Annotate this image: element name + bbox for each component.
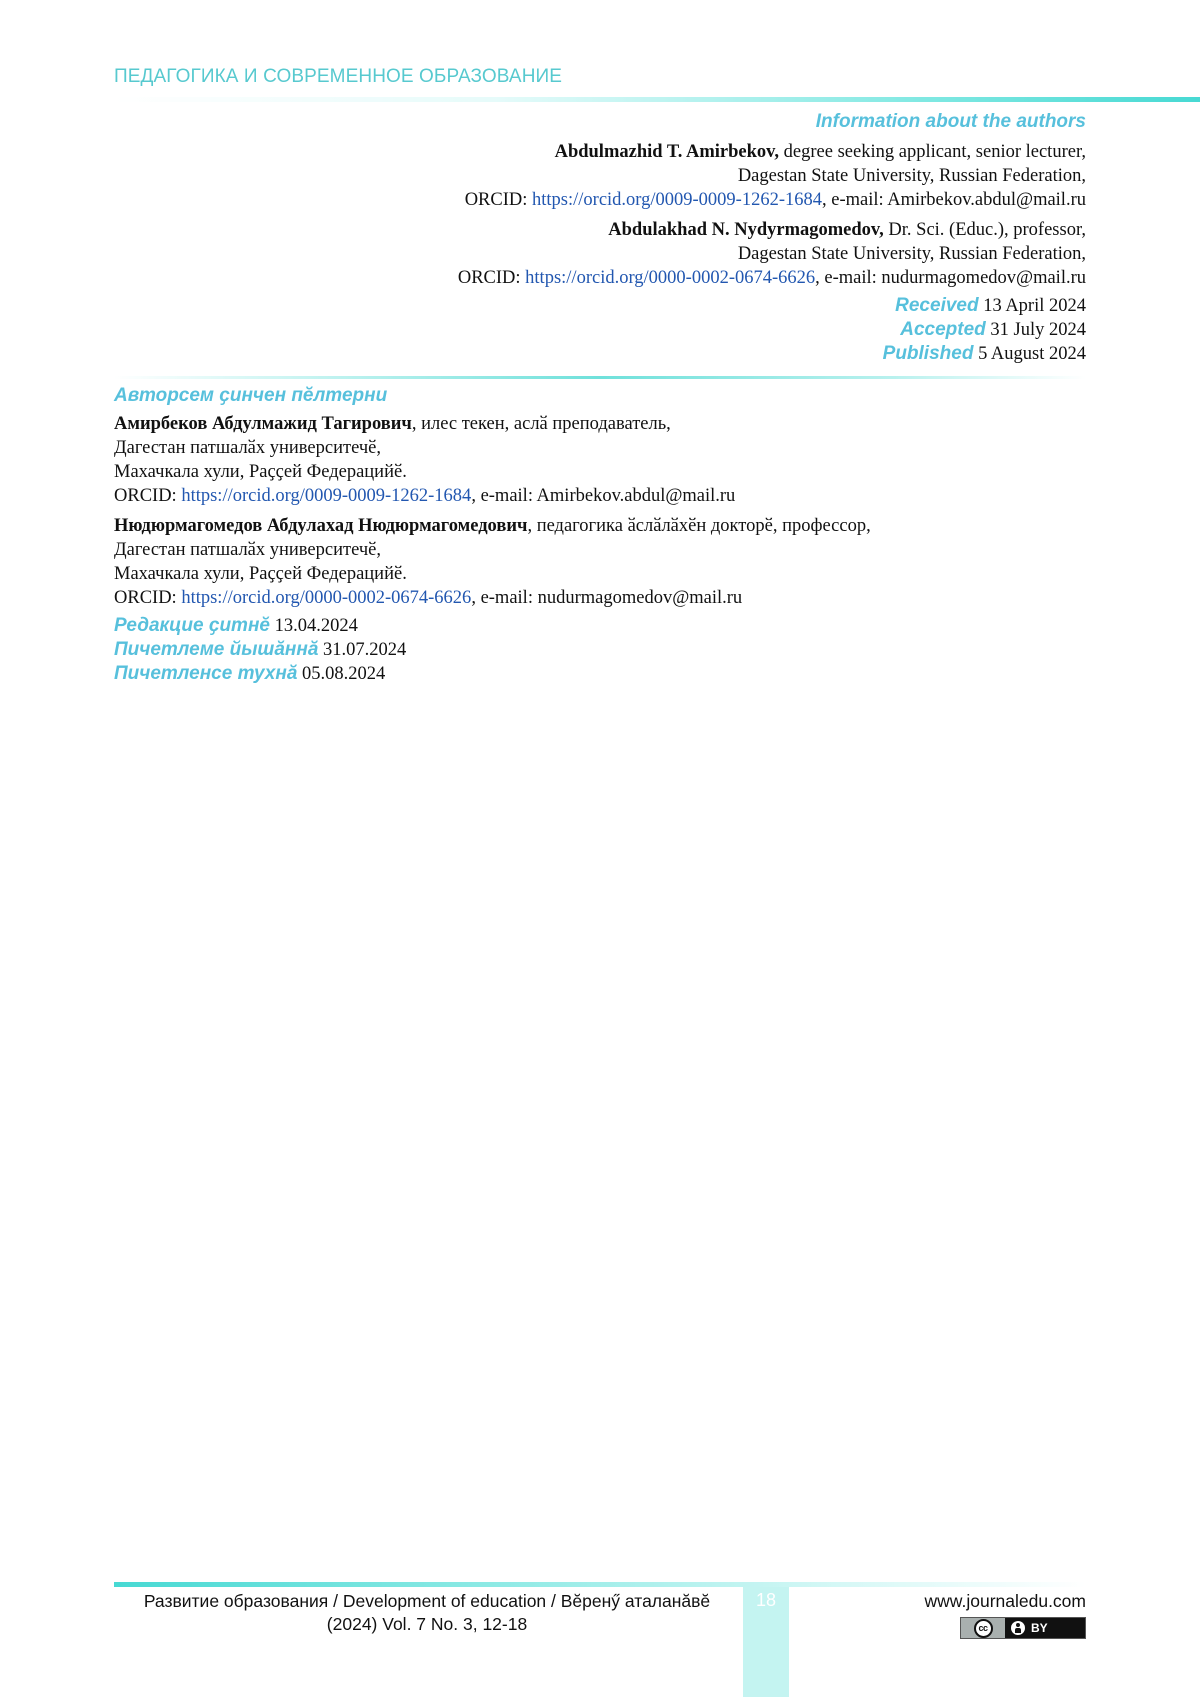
author-position: , педагогика ӑслӑлӑхӗн докторӗ, профессор, [527, 516, 871, 536]
orcid-link[interactable]: https://orcid.org/0000-0002-0674-6626 [181, 588, 472, 608]
date-received [114, 614, 1094, 638]
author-entry-1-english [326, 140, 1086, 212]
author-entry-2-chuvash [114, 514, 1094, 610]
cc-circle-icon: cc [974, 1619, 993, 1638]
date-value: 31.07.2024 [318, 640, 407, 660]
author-entry-1-chuvash [114, 412, 1094, 508]
orcid-label: ORCID: [464, 190, 533, 210]
publication-dates-chuvash [114, 614, 1094, 686]
author-name: Нюдюрмагомедов Абдулахад Нюдюрмагомедович [114, 516, 528, 536]
author-city: Махачкала хули, Раҫҫей Федерацийӗ. [114, 564, 407, 584]
orcid-label: ORCID: [114, 588, 182, 608]
authors-info-chuvash [114, 384, 1094, 686]
author-position: Dr. Sci. (Educ.), professor, [883, 220, 1086, 240]
orcid-link[interactable]: https://orcid.org/0009-0009-1262-1684 [181, 486, 472, 506]
orcid-label: ORCID: [457, 268, 526, 288]
author-email: , e-mail: Amirbekov.abdul@mail.ru [471, 486, 736, 506]
footer-website: www.journaledu.com [924, 1591, 1086, 1611]
author-affiliation: Дагестан патшалӑх университечӗ, [114, 438, 381, 458]
page-number-tab [743, 1587, 789, 1697]
date-value: 31 July 2024 [985, 320, 1086, 340]
license-by-label: BY [1031, 1621, 1048, 1635]
date-label: Accepted [900, 319, 986, 340]
date-label: Редакцие ҫитнӗ [114, 615, 270, 636]
cc-by-license-icon [960, 1617, 1086, 1639]
author-email: , e-mail: nudurmagomedov@mail.ru [815, 268, 1086, 288]
date-label: Пичетленсе тухнӑ [114, 663, 298, 684]
footer-citation-line-2: (2024) Vol. 7 No. 3, 12-18 [326, 1614, 528, 1634]
author-entry-2-english [326, 218, 1086, 290]
date-value: 13 April 2024 [978, 296, 1086, 316]
date-published [326, 342, 1086, 366]
date-value: 5 August 2024 [973, 344, 1086, 364]
footer-citation-line-1: Развитие образования / Development of education / Вӗренӳ аталанӑвӗ [143, 1591, 711, 1611]
author-name: Abdulakhad N. Nydyrmagomedov, [608, 220, 884, 240]
date-label: Пичетлеме йышӑннӑ [114, 639, 319, 660]
orcid-label: ORCID: [114, 486, 182, 506]
date-received [326, 294, 1086, 318]
cc-logo-icon [961, 1618, 1005, 1638]
page-number: 18 [755, 1590, 777, 1610]
date-value: 05.08.2024 [297, 664, 386, 684]
author-name: Амирбеков Абдулмажид Тагирович [114, 414, 412, 434]
header-rule [114, 97, 1200, 102]
orcid-link[interactable]: https://orcid.org/0000-0002-0674-6626 [525, 268, 816, 288]
attribution-person-icon [1011, 1621, 1025, 1635]
author-email: , e-mail: nudurmagomedov@mail.ru [471, 588, 743, 608]
author-name: Abdulmazhid T. Amirbekov, [554, 142, 780, 162]
section-divider [114, 376, 1086, 379]
date-label: Received [895, 295, 979, 316]
date-published [114, 662, 1094, 686]
author-position: , илес текен, аслӑ преподаватель, [411, 414, 671, 434]
date-accepted [326, 318, 1086, 342]
authors-info-english [326, 110, 1086, 366]
date-accepted [114, 638, 1094, 662]
date-label: Published [882, 343, 974, 364]
author-city: Махачкала хули, Раҫҫей Федерацийӗ. [114, 462, 407, 482]
journal-header-title: ПЕДАГОГИКА И СОВРЕМЕННОЕ ОБРАЗОВАНИЕ [114, 66, 563, 87]
author-affiliation: Dagestan State University, Russian Federation, [737, 244, 1086, 264]
orcid-link[interactable]: https://orcid.org/0009-0009-1262-1684 [532, 190, 822, 210]
author-affiliation: Dagestan State University, Russian Federation, [737, 166, 1086, 186]
section-title-chuvash: Авторсем ҫинчен пӗлтерни [114, 385, 388, 406]
author-position: degree seeking applicant, senior lecturer, [779, 142, 1086, 162]
date-value: 13.04.2024 [270, 616, 358, 636]
footer-rule [114, 1582, 1086, 1587]
footer-citation [114, 1590, 740, 1636]
section-title-english: Information about the authors [815, 111, 1086, 132]
author-email: , e-mail: Amirbekov.abdul@mail.ru [822, 190, 1086, 210]
author-affiliation: Дагестан патшалӑх университечӗ, [114, 540, 381, 560]
publication-dates-english [326, 294, 1086, 366]
